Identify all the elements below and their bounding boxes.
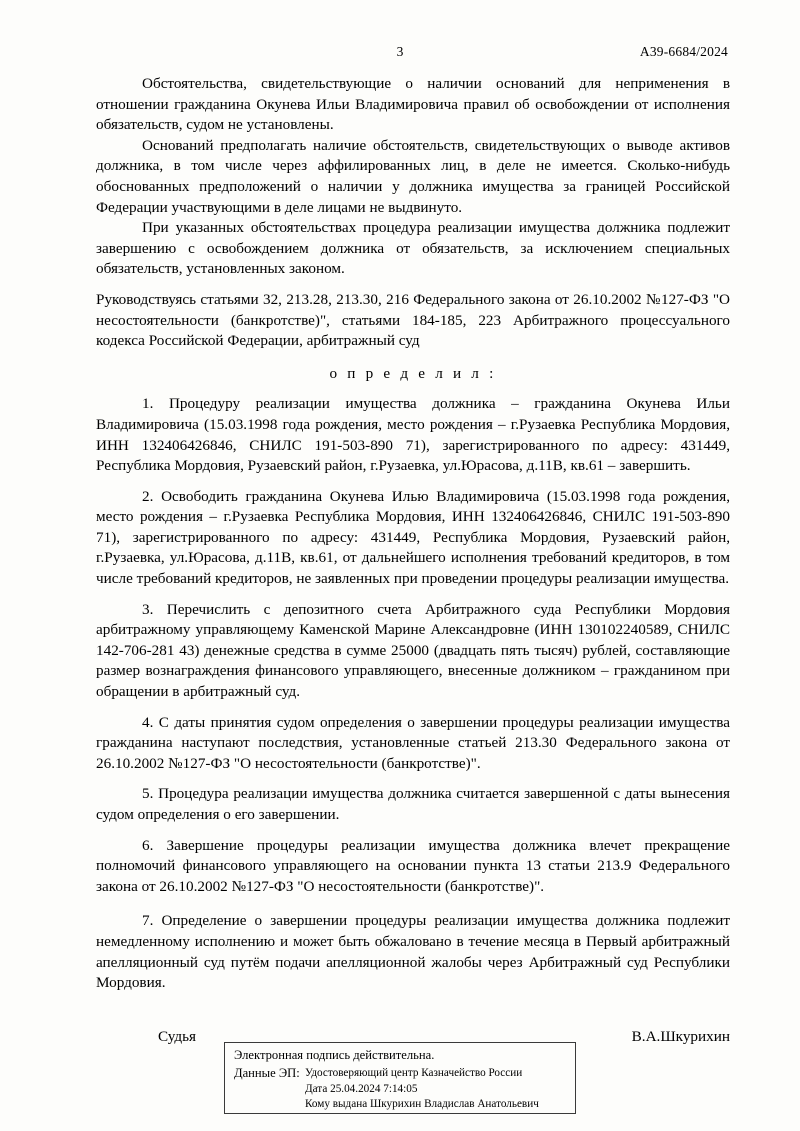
judge-role: Судья [158, 1027, 197, 1045]
stamp-title: Электронная подпись действительна. [234, 1048, 435, 1062]
ruling-item: 2. Освободить гражданина Окунева Илью Владимировича (15.03.1998 года рождения, место рождения – г.Рузаевка Республика Мордовия, ИНН 132406426846, СНИЛС 191-503-890 71), зарегистрированного по адресу: 431449, Республика Мордовия, Рузаевский район, г.Рузаевка, ул.Юрасова, д.11В, кв.61, от дальнейшего исполнения требований кредиторов, в том числе требований кредиторов, не заявленных при проведении процедуры реализации имущества. [96, 487, 730, 588]
paragraph: Обстоятельства, свидетельствующие о наличии оснований для неприменения в отношении гражданина Окунева Ильи Владимировича правил об освобождении от исполнения обязательств, судом не установлены. [96, 75, 730, 134]
paragraph: Оснований предполагать наличие обстоятельств, свидетельствующих о выводе активов должника, в том числе через аффилированных лиц, в деле не имеется. Сколько-нибудь обоснованных предположений о наличии у должника имущества за границей Российской Федерации участвующими в деле лицами не выдвинуто. [96, 136, 730, 216]
ruling-item: 3. Перечислить с депозитного счета Арбитражного суда Республики Мордовия арбитражному управляющему Каменской Марине Александровне (ИНН 130102240589, СНИЛС 142-706-281 43) денежные средства в сумме 25000 (двадцать пять тысяч) рублей, составляющие размер вознаграждения финансового управляющего, внесенные должником – гражданином при обращении в арбитражный суд. [96, 600, 730, 701]
stamp-owner: Кому выдана Шкурихин Владислав Анатольевич [305, 1098, 539, 1110]
ruling-item: 4. С даты принятия судом определения о завершении процедуры реализации имущества гражданина наступают последствия, установленные статьей 213.30 Федерального закона от 26.10.2002 №127-ФЗ "О несостоятельности (банкротстве)". [96, 713, 730, 772]
document-body [96, 74, 730, 1054]
page-number: 3 [396, 44, 404, 59]
ruling-heading: о п р е д е л и л : [329, 364, 497, 382]
page-header [0, 44, 800, 62]
paragraph: При указанных обстоятельствах процедура реализации имущества должника подлежит завершению с освобождением должника от обязательств, за исключением специальных обязательств, установленных законом. [96, 219, 730, 278]
ruling-item: 6. Завершение процедуры реализации имущества должника влечет прекращение полномочий финансового управляющего на основании пункта 13 статьи 213.9 Федерального закона от 26.10.2002 №127-ФЗ "О несостоятельности (банкротстве)". [96, 836, 730, 895]
ruling-item: 1. Процедуру реализации имущества должника – гражданина Окунева Ильи Владимировича (15.03.1998 года рождения, место рождения – г.Рузаевка Республика Мордовия, ИНН 132406426846, СНИЛС 191-503-890 71), зарегистрированного по адресу: 431449, Республика Мордовия, Рузаевский район, г.Рузаевка, ул.Юрасова, д.11В, кв.61 – завершить. [96, 395, 730, 475]
stamp-issuer: Удостоверяющий центр Казначейство России [305, 1067, 523, 1079]
electronic-signature-stamp [224, 1042, 576, 1114]
paragraph: Руководствуясь статьями 32, 213.28, 213.30, 216 Федерального закона от 26.10.2002 №127-ФЗ "О несостоятельности (банкротстве)", статьями 184-185, 223 Арбитражного процессуального кодекса Российской Федерации, арбитражный суд [96, 290, 730, 350]
case-number: А39-6684/2024 [639, 44, 728, 59]
judge-name: В.А.Шкурихин [631, 1027, 730, 1045]
stamp-date: Дата 25.04.2024 7:14:05 [305, 1083, 418, 1095]
ruling-item: 7. Определение о завершении процедуры реализации имущества должника подлежит немедленному исполнению и может быть обжаловано в течение месяца в Первый арбитражный апелляционный суд путём подачи апелляционной жалобы через Арбитражный суд Республики Мордовия. [96, 912, 730, 992]
stamp-data-label: Данные ЭП: [234, 1066, 300, 1080]
ruling-item: 5. Процедура реализации имущества должника считается завершенной с даты вынесения судом определения о его завершении. [96, 785, 730, 823]
